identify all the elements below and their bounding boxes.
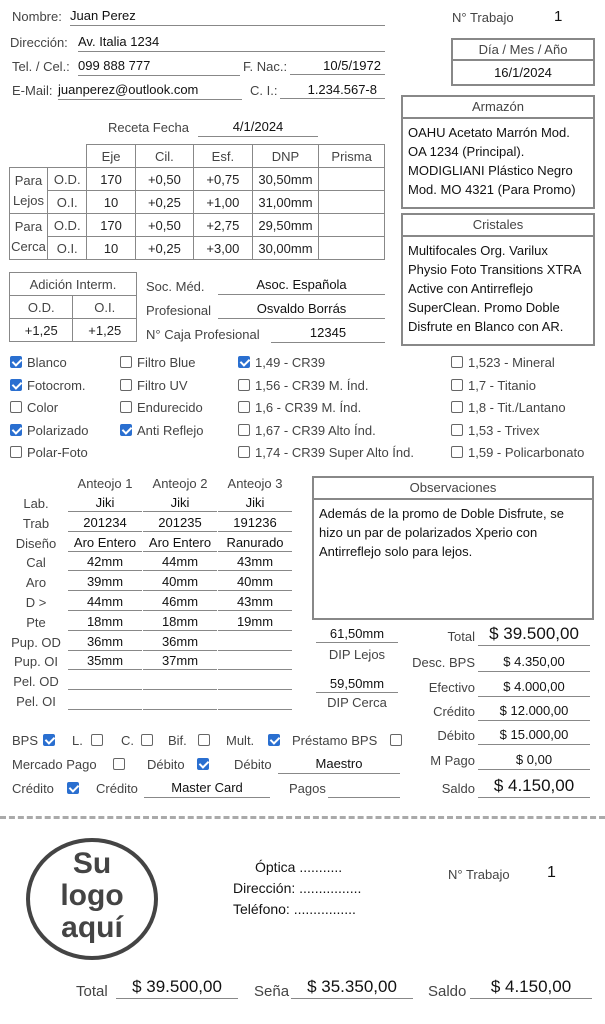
option-label: Endurecido — [137, 400, 203, 415]
rx-cerca-label: Para Cerca — [10, 214, 48, 260]
anteojo-row-label: Pup. OD — [11, 634, 61, 650]
socmed-label: Soc. Méd. — [146, 279, 205, 294]
c-label: C. — [121, 733, 134, 748]
nombre-label: Nombre: — [12, 9, 62, 24]
debito-card-field[interactable]: Maestro — [278, 756, 400, 774]
rx-cell[interactable]: +0,50 — [135, 214, 193, 237]
desc-bps-value[interactable]: $ 4.350,00 — [478, 654, 590, 672]
armazon-text[interactable]: OAHU Acetato Marrón Mod. OA 1234 (Principal). MODIGLIANI Plástico Negro Mod. MO 4321 (Para Promo) — [408, 125, 576, 197]
rx-cell[interactable]: 10 — [87, 191, 135, 214]
option-label: 1,49 - CR39 — [255, 355, 326, 370]
mercado-pago-label: Mercado Pago — [12, 757, 97, 772]
credito-card-label: Crédito — [96, 781, 138, 796]
anteojo-cell[interactable]: 19mm — [218, 614, 292, 631]
observaciones-box — [312, 476, 594, 620]
socmed-field[interactable]: Asoc. Española — [218, 277, 385, 295]
email-label: E-Mail: — [12, 83, 53, 98]
l-checkbox[interactable] — [91, 734, 103, 746]
rx-header-prisma: Prisma — [319, 145, 385, 168]
stub-sena-value: $ 35.350,00 — [291, 977, 413, 999]
option-checkbox[interactable] — [120, 424, 132, 436]
anteojo-row-label: Pel. OI — [16, 694, 56, 709]
option-label: Anti Reflejo — [137, 422, 204, 438]
option-checkbox[interactable] — [451, 379, 463, 391]
rx-cell[interactable]: +3,00 — [194, 237, 252, 260]
anteojo-cell[interactable] — [218, 673, 292, 690]
rx-cell[interactable]: 30,50mm — [252, 168, 319, 191]
anteojo-cell[interactable]: 35mm — [68, 653, 142, 670]
mpago-value[interactable]: $ 0,00 — [478, 752, 590, 770]
observaciones-text[interactable]: Además de la promo de Doble Disfrute, se hizo un par de polarizados Xperio con Antirreflejo solo para lejos. — [319, 506, 564, 559]
credito-checkbox[interactable] — [67, 782, 79, 794]
option-checkbox[interactable] — [120, 379, 132, 391]
ci-field[interactable]: 1.234.567-8 — [280, 82, 385, 99]
anteojo-row-label: Lab. — [23, 496, 49, 511]
logo-line: logo — [60, 879, 124, 912]
anteojo-cell[interactable]: 42mm — [68, 554, 142, 571]
anteojo-cell[interactable]: Ranurado — [218, 535, 292, 552]
option-checkbox[interactable] — [451, 424, 463, 436]
stub-trabajo-label: N° Trabajo — [448, 867, 510, 882]
mercado-pago-checkbox[interactable] — [113, 758, 125, 770]
prestamo-label: Préstamo BPS — [292, 733, 378, 748]
debito-checkbox[interactable] — [197, 758, 209, 770]
dip-lejos-label: DIP Lejos — [328, 647, 386, 662]
rx-eye: O.I. — [47, 191, 87, 214]
anteojo-cell[interactable]: 18mm — [68, 614, 142, 631]
option-checkbox[interactable] — [10, 379, 22, 391]
anteojo-header: Anteojo 3 — [227, 476, 283, 491]
anteojo-header: Anteojo 2 — [152, 476, 208, 491]
stub-total-value: $ 39.500,00 — [116, 977, 238, 999]
option-label: 1,53 - Trivex — [468, 422, 540, 438]
option-checkbox[interactable] — [10, 424, 22, 436]
option-checkbox[interactable] — [238, 379, 250, 391]
option-checkbox[interactable] — [238, 424, 250, 436]
cristales-text[interactable]: Multifocales Org. Varilux Physio Foto Transitions XTRA Active con Antirreflejo SuperClean. Promo Doble Disfrute en Blanco con AR. — [408, 243, 581, 334]
fecha-value[interactable]: 16/1/2024 — [494, 65, 552, 80]
anteojo-row-label: Pte — [26, 614, 46, 630]
efectivo-value[interactable]: $ 4.000,00 — [478, 679, 590, 697]
pagos-label: Pagos — [289, 781, 326, 796]
direccion-field[interactable]: Av. Italia 1234 — [78, 34, 385, 52]
dip-cerca-value[interactable]: 59,50mm — [316, 676, 398, 693]
debito-value[interactable]: $ 15.000,00 — [478, 727, 590, 745]
anteojo-row-label: Cal — [26, 555, 46, 571]
option-checkbox[interactable] — [451, 446, 463, 458]
rx-header-eje: Eje — [87, 145, 135, 168]
rx-cell[interactable] — [319, 214, 385, 237]
fnac-label: F. Nac.: — [243, 59, 288, 74]
rx-cell[interactable]: 10 — [87, 237, 135, 260]
anteojo-cell[interactable] — [218, 693, 292, 710]
option-label: Polar-Foto — [27, 445, 88, 460]
dip-lejos-value[interactable]: 61,50mm — [316, 626, 398, 643]
anteojo-cell[interactable] — [68, 693, 142, 710]
trabajo-number: 1 — [554, 8, 563, 25]
option-checkbox[interactable] — [238, 401, 250, 413]
dip-cerca-label: DIP Cerca — [327, 695, 387, 710]
rx-header-esf: Esf. — [194, 145, 252, 168]
option-label: Polarizado — [27, 422, 89, 438]
anteojo-cell[interactable]: 39mm — [68, 574, 142, 591]
mpago-label: M Pago — [430, 753, 475, 768]
anteojo-cell[interactable] — [68, 673, 142, 690]
anteojo-row-label: Pup. OI — [13, 654, 59, 670]
option-label: Filtro UV — [137, 377, 188, 393]
tel-label: Tel. / Cel.: — [12, 59, 70, 74]
anteojo-cell[interactable] — [143, 673, 217, 690]
anteojo-cell[interactable]: Jiki — [143, 495, 217, 512]
anteojo-cell[interactable] — [218, 653, 292, 670]
adicion-oi-label: O.I. — [73, 296, 137, 319]
option-checkbox[interactable] — [120, 401, 132, 413]
anteojo-cell[interactable]: 18mm — [143, 614, 217, 631]
prestamo-checkbox[interactable] — [390, 734, 402, 746]
anteojo-cell[interactable]: 46mm — [143, 594, 217, 611]
rx-header-dnp: DNP — [252, 145, 319, 168]
nombre-field[interactable]: Juan Perez — [70, 8, 385, 26]
bif-checkbox[interactable] — [198, 734, 210, 746]
anteojo-cell[interactable]: 43mm — [218, 554, 292, 571]
anteojo-cell[interactable]: 44mm — [143, 554, 217, 571]
anteojo-row-label: D > — [25, 595, 47, 610]
c-checkbox[interactable] — [141, 734, 153, 746]
stub-saldo-value: $ 4.150,00 — [470, 977, 592, 999]
adicion-title: Adición Interm. — [10, 273, 137, 296]
credito-pay-label: Crédito — [12, 781, 54, 796]
stub-trabajo-number: 1 — [547, 864, 556, 881]
fecha-box — [451, 38, 595, 86]
rx-cell[interactable] — [319, 168, 385, 191]
anteojo-cell[interactable]: 201234 — [68, 515, 142, 532]
option-checkbox[interactable] — [238, 446, 250, 458]
cut-line — [0, 816, 605, 819]
anteojo-cell[interactable]: Jiki — [68, 495, 142, 512]
stub-optica: Óptica ........... — [255, 859, 343, 875]
debito-card-label: Débito — [234, 757, 272, 772]
debito-pay-label: Débito — [147, 757, 185, 772]
mult-label: Mult. — [226, 733, 255, 748]
mult-checkbox[interactable] — [268, 734, 280, 746]
trabajo-label: N° Trabajo — [452, 10, 514, 25]
adicion-table — [9, 272, 137, 342]
pagos-field[interactable] — [328, 780, 400, 798]
rx-cell[interactable]: 170 — [87, 168, 135, 191]
rx-cell[interactable]: 30,00mm — [252, 237, 319, 260]
stub-sena-label: Seña — [254, 983, 290, 1000]
option-label: Filtro Blue — [137, 355, 196, 370]
option-label: 1,56 - CR39 M. Índ. — [255, 377, 369, 393]
rx-cell[interactable]: 29,50mm — [252, 214, 319, 237]
cristales-title: Cristales — [403, 215, 593, 237]
profesional-field[interactable]: Osvaldo Borrás — [218, 301, 385, 319]
rx-eye: O.D. — [47, 214, 87, 237]
credito-card-field[interactable]: Master Card — [144, 780, 270, 798]
profesional-label: Profesional — [146, 303, 212, 318]
anteojo-cell[interactable]: 201235 — [143, 515, 217, 532]
anteojo-cell[interactable]: 36mm — [143, 634, 217, 651]
tel-field[interactable]: 099 888 777 — [78, 58, 240, 76]
bps-label: BPS — [12, 733, 39, 748]
adicion-oi-value[interactable]: +1,25 — [73, 319, 137, 342]
rx-cell[interactable]: +0,25 — [135, 237, 193, 260]
option-label: 1,523 - Mineral — [468, 355, 555, 370]
rx-cell[interactable]: +0,25 — [135, 191, 193, 214]
caja-field[interactable]: 12345 — [271, 325, 385, 343]
desc-bps-label: Desc. BPS — [412, 655, 475, 670]
option-checkbox[interactable] — [10, 401, 22, 413]
option-label: Blanco — [27, 355, 67, 370]
total-label: Total — [447, 629, 475, 644]
l-label: L. — [72, 733, 83, 748]
logo-line: aquí — [61, 911, 123, 944]
stub-direccion: Dirección: ................ — [233, 880, 362, 896]
direccion-label: Dirección: — [10, 35, 68, 50]
fnac-field[interactable]: 10/5/1972 — [290, 58, 385, 75]
anteojo-cell[interactable] — [218, 634, 292, 651]
rx-cell[interactable]: +2,75 — [194, 214, 252, 237]
credito-value[interactable]: $ 12.000,00 — [478, 703, 590, 721]
rx-cell[interactable] — [319, 237, 385, 260]
option-label: Fotocrom. — [27, 377, 86, 393]
stub-saldo-label: Saldo — [428, 983, 467, 1000]
ci-label: C. I.: — [250, 83, 278, 98]
rx-cell[interactable]: +0,50 — [135, 168, 193, 191]
saldo-label: Saldo — [441, 781, 475, 796]
rx-cell[interactable]: +1,00 — [194, 191, 252, 214]
option-checkbox[interactable] — [120, 356, 132, 368]
adicion-od-label: O.D. — [10, 296, 73, 319]
option-checkbox[interactable] — [10, 446, 22, 458]
anteojo-cell[interactable]: Aro Entero — [68, 535, 142, 552]
email-field[interactable]: juanperez@outlook.com — [58, 82, 242, 100]
bps-checkbox[interactable] — [43, 734, 55, 746]
receta-fecha[interactable]: 4/1/2024 — [198, 119, 318, 137]
option-label: Color — [27, 400, 59, 415]
caja-label: N° Caja Profesional — [146, 327, 260, 342]
rx-cell[interactable] — [319, 191, 385, 214]
anteojo-cell[interactable]: 191236 — [218, 515, 292, 532]
anteojo-row-label: Trab — [22, 515, 50, 531]
anteojo-cell[interactable]: 43mm — [218, 594, 292, 611]
anteojo-cell[interactable]: 36mm — [68, 634, 142, 651]
option-label: 1,8 - Tit./Lantano — [468, 400, 566, 415]
armazon-box — [401, 95, 595, 209]
logo-line: Su — [72, 847, 112, 880]
anteojo-cell[interactable] — [143, 693, 217, 710]
anteojo-row-label: Pel. OD — [13, 674, 59, 690]
saldo-value[interactable]: $ 4.150,00 — [478, 776, 590, 798]
option-label: 1,74 - CR39 Super Alto Índ. — [255, 445, 414, 460]
anteojo-cell[interactable]: 37mm — [143, 653, 217, 670]
anteojo-cell[interactable]: Aro Entero — [143, 535, 217, 552]
rx-eye: O.D. — [47, 168, 87, 191]
efectivo-label: Efectivo — [428, 680, 475, 695]
rx-cell[interactable]: 31,00mm — [252, 191, 319, 214]
option-label: 1,6 - CR39 M. Índ. — [255, 400, 362, 415]
rx-lejos-label: Para Lejos — [10, 168, 48, 214]
option-checkbox[interactable] — [10, 356, 22, 368]
observaciones-title: Observaciones — [314, 478, 592, 500]
logo-placeholder — [26, 838, 158, 960]
anteojo-cell[interactable]: 40mm — [218, 574, 292, 591]
option-checkbox[interactable] — [451, 356, 463, 368]
option-checkbox[interactable] — [238, 356, 250, 368]
anteojo-cell[interactable]: 40mm — [143, 574, 217, 591]
option-label: 1,67 - CR39 Alto Índ. — [255, 422, 376, 438]
armazon-title: Armazón — [403, 97, 593, 119]
anteojo-row-label: Diseño — [15, 535, 57, 551]
stub-total-label: Total — [76, 983, 108, 1000]
fecha-label: Día / Mes / Año — [453, 40, 593, 61]
rx-header-cil: Cil. — [135, 145, 193, 168]
stub-telefono: Teléfono: ................ — [233, 901, 356, 917]
credito-label: Crédito — [433, 704, 475, 719]
bif-label: Bif. — [168, 733, 187, 748]
anteojo-cell[interactable]: Jiki — [218, 495, 292, 512]
anteojo-cell[interactable]: 44mm — [68, 594, 142, 611]
option-label: 1,7 - Titanio — [468, 377, 536, 393]
rx-table — [9, 144, 385, 260]
adicion-od-value[interactable]: +1,25 — [10, 319, 73, 342]
debito-label: Débito — [437, 728, 475, 743]
option-label: 1,59 - Policarbonato — [468, 445, 585, 460]
anteojo-header: Anteojo 1 — [77, 476, 133, 491]
rx-eye: O.I. — [47, 237, 87, 260]
total-value[interactable]: $ 39.500,00 — [478, 624, 590, 646]
rx-cell[interactable]: +0,75 — [194, 168, 252, 191]
cristales-box — [401, 213, 595, 346]
receta-label: Receta Fecha — [108, 120, 189, 135]
option-checkbox[interactable] — [451, 401, 463, 413]
anteojo-row-label: Aro — [25, 575, 47, 591]
rx-cell[interactable]: 170 — [87, 214, 135, 237]
